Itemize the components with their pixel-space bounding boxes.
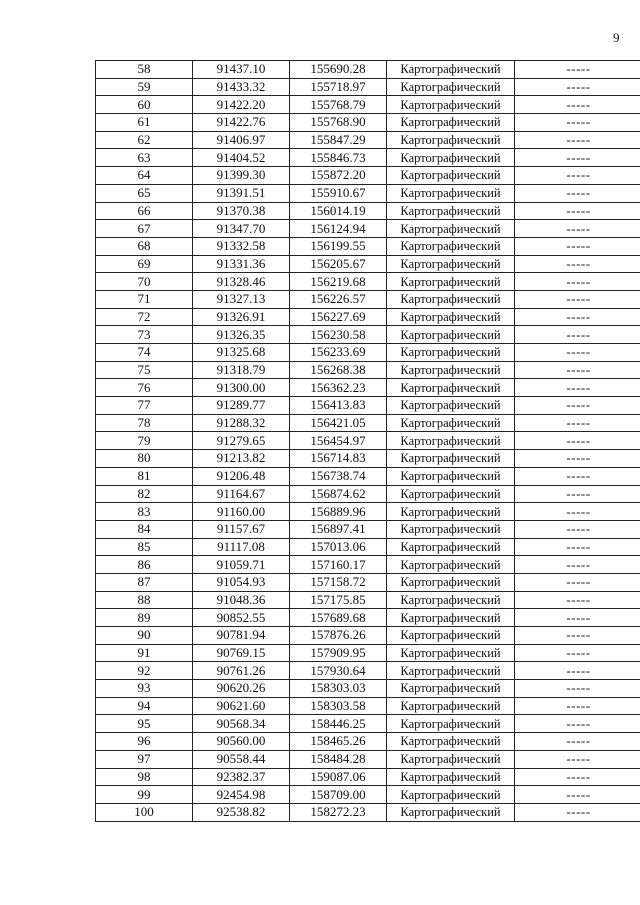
accuracy-cell: ----- [515, 326, 640, 344]
y-coordinate-cell: 156714.83 [290, 450, 387, 468]
point-number-cell: 89 [96, 609, 193, 627]
method-cell: Картографический [387, 485, 515, 503]
table-row [96, 627, 640, 645]
table-row [96, 485, 640, 503]
accuracy-cell: ----- [515, 644, 640, 662]
method-cell: Картографический [387, 715, 515, 733]
table-row [96, 326, 640, 344]
method-cell: Картографический [387, 96, 515, 114]
x-coordinate-cell: 91370.38 [193, 202, 290, 220]
point-number-cell: 66 [96, 202, 193, 220]
table-row [96, 786, 640, 804]
table-row [96, 344, 640, 362]
x-coordinate-cell: 91347.70 [193, 220, 290, 238]
point-number-cell: 93 [96, 680, 193, 698]
y-coordinate-cell: 156413.83 [290, 397, 387, 415]
table-row [96, 273, 640, 291]
accuracy-cell: ----- [515, 715, 640, 733]
accuracy-cell: ----- [515, 680, 640, 698]
method-cell: Картографический [387, 467, 515, 485]
method-cell: Картографический [387, 450, 515, 468]
y-coordinate-cell: 158709.00 [290, 786, 387, 804]
point-number-cell: 69 [96, 255, 193, 273]
method-cell: Картографический [387, 308, 515, 326]
y-coordinate-cell: 155768.79 [290, 96, 387, 114]
point-number-cell: 91 [96, 644, 193, 662]
y-coordinate-cell: 156199.55 [290, 237, 387, 255]
x-coordinate-cell: 91157.67 [193, 520, 290, 538]
x-coordinate-cell: 91327.13 [193, 290, 290, 308]
y-coordinate-cell: 156421.05 [290, 414, 387, 432]
y-coordinate-cell: 157930.64 [290, 662, 387, 680]
y-coordinate-cell: 158303.58 [290, 697, 387, 715]
method-cell: Картографический [387, 273, 515, 291]
y-coordinate-cell: 156014.19 [290, 202, 387, 220]
table-row [96, 538, 640, 556]
table-row [96, 733, 640, 751]
page-number: 9 [613, 30, 620, 45]
point-number-cell: 61 [96, 114, 193, 132]
y-coordinate-cell: 157175.85 [290, 591, 387, 609]
method-cell: Картографический [387, 520, 515, 538]
y-coordinate-cell: 157013.06 [290, 538, 387, 556]
table-row [96, 803, 640, 821]
accuracy-cell: ----- [515, 609, 640, 627]
y-coordinate-cell: 155768.90 [290, 114, 387, 132]
point-number-cell: 75 [96, 361, 193, 379]
accuracy-cell: ----- [515, 397, 640, 415]
method-cell: Картографический [387, 361, 515, 379]
point-number-cell: 70 [96, 273, 193, 291]
point-number-cell: 72 [96, 308, 193, 326]
y-coordinate-cell: 156226.57 [290, 290, 387, 308]
method-cell: Картографический [387, 768, 515, 786]
method-cell: Картографический [387, 573, 515, 591]
table-row [96, 114, 640, 132]
x-coordinate-cell: 91325.68 [193, 344, 290, 362]
method-cell: Картографический [387, 680, 515, 698]
table-row [96, 768, 640, 786]
point-number-cell: 88 [96, 591, 193, 609]
accuracy-cell: ----- [515, 768, 640, 786]
accuracy-cell: ----- [515, 662, 640, 680]
accuracy-cell: ----- [515, 786, 640, 804]
point-number-cell: 97 [96, 750, 193, 768]
y-coordinate-cell: 156268.38 [290, 361, 387, 379]
accuracy-cell: ----- [515, 520, 640, 538]
table-row [96, 662, 640, 680]
point-number-cell: 90 [96, 627, 193, 645]
table-row [96, 432, 640, 450]
accuracy-cell: ----- [515, 503, 640, 521]
accuracy-cell: ----- [515, 237, 640, 255]
table-row [96, 255, 640, 273]
x-coordinate-cell: 91433.32 [193, 78, 290, 96]
accuracy-cell: ----- [515, 467, 640, 485]
accuracy-cell: ----- [515, 308, 640, 326]
y-coordinate-cell: 157876.26 [290, 627, 387, 645]
method-cell: Картографический [387, 131, 515, 149]
point-number-cell: 74 [96, 344, 193, 362]
method-cell: Картографический [387, 379, 515, 397]
accuracy-cell: ----- [515, 432, 640, 450]
method-cell: Картографический [387, 733, 515, 751]
accuracy-cell: ----- [515, 96, 640, 114]
point-number-cell: 63 [96, 149, 193, 167]
method-cell: Картографический [387, 202, 515, 220]
x-coordinate-cell: 91289.77 [193, 397, 290, 415]
point-number-cell: 62 [96, 131, 193, 149]
y-coordinate-cell: 158303.03 [290, 680, 387, 698]
point-number-cell: 82 [96, 485, 193, 503]
accuracy-cell: ----- [515, 379, 640, 397]
method-cell: Картографический [387, 290, 515, 308]
accuracy-cell: ----- [515, 255, 640, 273]
y-coordinate-cell: 159087.06 [290, 768, 387, 786]
accuracy-cell: ----- [515, 220, 640, 238]
method-cell: Картографический [387, 237, 515, 255]
method-cell: Картографический [387, 344, 515, 362]
point-number-cell: 71 [96, 290, 193, 308]
x-coordinate-cell: 91279.65 [193, 432, 290, 450]
x-coordinate-cell: 91422.76 [193, 114, 290, 132]
x-coordinate-cell: 92382.37 [193, 768, 290, 786]
table-row [96, 290, 640, 308]
point-number-cell: 64 [96, 167, 193, 185]
y-coordinate-cell: 155846.73 [290, 149, 387, 167]
point-number-cell: 65 [96, 184, 193, 202]
table-row [96, 556, 640, 574]
accuracy-cell: ----- [515, 184, 640, 202]
point-number-cell: 58 [96, 61, 193, 79]
accuracy-cell: ----- [515, 361, 640, 379]
point-number-cell: 92 [96, 662, 193, 680]
method-cell: Картографический [387, 697, 515, 715]
table-row [96, 467, 640, 485]
method-cell: Картографический [387, 556, 515, 574]
y-coordinate-cell: 157160.17 [290, 556, 387, 574]
x-coordinate-cell: 91391.51 [193, 184, 290, 202]
table-row [96, 397, 640, 415]
coordinates-table [95, 60, 640, 822]
x-coordinate-cell: 91117.08 [193, 538, 290, 556]
point-number-cell: 86 [96, 556, 193, 574]
accuracy-cell: ----- [515, 202, 640, 220]
accuracy-cell: ----- [515, 697, 640, 715]
x-coordinate-cell: 91160.00 [193, 503, 290, 521]
table-row [96, 308, 640, 326]
x-coordinate-cell: 91288.32 [193, 414, 290, 432]
x-coordinate-cell: 91164.67 [193, 485, 290, 503]
y-coordinate-cell: 157909.95 [290, 644, 387, 662]
point-number-cell: 80 [96, 450, 193, 468]
accuracy-cell: ----- [515, 78, 640, 96]
table-row [96, 697, 640, 715]
table-row [96, 379, 640, 397]
table-row [96, 609, 640, 627]
method-cell: Картографический [387, 167, 515, 185]
x-coordinate-cell: 91054.93 [193, 573, 290, 591]
table-row [96, 715, 640, 733]
point-number-cell: 94 [96, 697, 193, 715]
point-number-cell: 67 [96, 220, 193, 238]
point-number-cell: 98 [96, 768, 193, 786]
coordinates-table-body [96, 61, 640, 822]
x-coordinate-cell: 90761.26 [193, 662, 290, 680]
method-cell: Картографический [387, 184, 515, 202]
x-coordinate-cell: 92538.82 [193, 803, 290, 821]
x-coordinate-cell: 91318.79 [193, 361, 290, 379]
method-cell: Картографический [387, 114, 515, 132]
x-coordinate-cell: 90781.94 [193, 627, 290, 645]
accuracy-cell: ----- [515, 61, 640, 79]
accuracy-cell: ----- [515, 538, 640, 556]
method-cell: Картографический [387, 662, 515, 680]
method-cell: Картографический [387, 503, 515, 521]
method-cell: Картографический [387, 414, 515, 432]
accuracy-cell: ----- [515, 114, 640, 132]
x-coordinate-cell: 91399.30 [193, 167, 290, 185]
point-number-cell: 96 [96, 733, 193, 751]
accuracy-cell: ----- [515, 414, 640, 432]
y-coordinate-cell: 156889.96 [290, 503, 387, 521]
table-row [96, 184, 640, 202]
x-coordinate-cell: 91406.97 [193, 131, 290, 149]
y-coordinate-cell: 157158.72 [290, 573, 387, 591]
y-coordinate-cell: 156897.41 [290, 520, 387, 538]
table-row [96, 167, 640, 185]
table-row [96, 450, 640, 468]
x-coordinate-cell: 90621.60 [193, 697, 290, 715]
method-cell: Картографический [387, 255, 515, 273]
accuracy-cell: ----- [515, 803, 640, 821]
x-coordinate-cell: 91326.35 [193, 326, 290, 344]
x-coordinate-cell: 90620.26 [193, 680, 290, 698]
table-row [96, 591, 640, 609]
point-number-cell: 68 [96, 237, 193, 255]
y-coordinate-cell: 157689.68 [290, 609, 387, 627]
x-coordinate-cell: 91404.52 [193, 149, 290, 167]
x-coordinate-cell: 90558.44 [193, 750, 290, 768]
y-coordinate-cell: 155690.28 [290, 61, 387, 79]
method-cell: Картографический [387, 61, 515, 79]
x-coordinate-cell: 91331.36 [193, 255, 290, 273]
method-cell: Картографический [387, 786, 515, 804]
x-coordinate-cell: 91326.91 [193, 308, 290, 326]
table-row [96, 149, 640, 167]
table-row [96, 750, 640, 768]
accuracy-cell: ----- [515, 273, 640, 291]
y-coordinate-cell: 155718.97 [290, 78, 387, 96]
y-coordinate-cell: 156362.23 [290, 379, 387, 397]
table-row [96, 680, 640, 698]
point-number-cell: 76 [96, 379, 193, 397]
table-row [96, 202, 640, 220]
accuracy-cell: ----- [515, 485, 640, 503]
accuracy-cell: ----- [515, 591, 640, 609]
accuracy-cell: ----- [515, 149, 640, 167]
y-coordinate-cell: 155910.67 [290, 184, 387, 202]
method-cell: Картографический [387, 591, 515, 609]
method-cell: Картографический [387, 326, 515, 344]
method-cell: Картографический [387, 627, 515, 645]
point-number-cell: 100 [96, 803, 193, 821]
point-number-cell: 59 [96, 78, 193, 96]
table-row [96, 220, 640, 238]
x-coordinate-cell: 91422.20 [193, 96, 290, 114]
point-number-cell: 95 [96, 715, 193, 733]
point-number-cell: 83 [96, 503, 193, 521]
table-row [96, 361, 640, 379]
x-coordinate-cell: 91206.48 [193, 467, 290, 485]
accuracy-cell: ----- [515, 733, 640, 751]
y-coordinate-cell: 158484.28 [290, 750, 387, 768]
accuracy-cell: ----- [515, 290, 640, 308]
table-row [96, 131, 640, 149]
y-coordinate-cell: 156227.69 [290, 308, 387, 326]
x-coordinate-cell: 91300.00 [193, 379, 290, 397]
point-number-cell: 78 [96, 414, 193, 432]
method-cell: Картографический [387, 803, 515, 821]
y-coordinate-cell: 156219.68 [290, 273, 387, 291]
x-coordinate-cell: 90769.15 [193, 644, 290, 662]
table-row [96, 414, 640, 432]
table-row [96, 503, 640, 521]
table-row [96, 61, 640, 79]
table-row [96, 573, 640, 591]
table-row [96, 644, 640, 662]
point-number-cell: 85 [96, 538, 193, 556]
point-number-cell: 77 [96, 397, 193, 415]
table-row [96, 237, 640, 255]
y-coordinate-cell: 156124.94 [290, 220, 387, 238]
method-cell: Картографический [387, 644, 515, 662]
table-row [96, 520, 640, 538]
accuracy-cell: ----- [515, 344, 640, 362]
x-coordinate-cell: 90560.00 [193, 733, 290, 751]
point-number-cell: 73 [96, 326, 193, 344]
accuracy-cell: ----- [515, 750, 640, 768]
accuracy-cell: ----- [515, 556, 640, 574]
y-coordinate-cell: 156205.67 [290, 255, 387, 273]
x-coordinate-cell: 91332.58 [193, 237, 290, 255]
method-cell: Картографический [387, 397, 515, 415]
accuracy-cell: ----- [515, 627, 640, 645]
table-row [96, 96, 640, 114]
x-coordinate-cell: 91328.46 [193, 273, 290, 291]
y-coordinate-cell: 158465.26 [290, 733, 387, 751]
y-coordinate-cell: 156874.62 [290, 485, 387, 503]
x-coordinate-cell: 92454.98 [193, 786, 290, 804]
y-coordinate-cell: 155847.29 [290, 131, 387, 149]
method-cell: Картографический [387, 149, 515, 167]
accuracy-cell: ----- [515, 131, 640, 149]
x-coordinate-cell: 90568.34 [193, 715, 290, 733]
x-coordinate-cell: 91213.82 [193, 450, 290, 468]
method-cell: Картографический [387, 432, 515, 450]
point-number-cell: 99 [96, 786, 193, 804]
method-cell: Картографический [387, 220, 515, 238]
y-coordinate-cell: 158272.23 [290, 803, 387, 821]
point-number-cell: 87 [96, 573, 193, 591]
y-coordinate-cell: 156230.58 [290, 326, 387, 344]
y-coordinate-cell: 156738.74 [290, 467, 387, 485]
x-coordinate-cell: 91059.71 [193, 556, 290, 574]
y-coordinate-cell: 156454.97 [290, 432, 387, 450]
x-coordinate-cell: 91437.10 [193, 61, 290, 79]
method-cell: Картографический [387, 609, 515, 627]
accuracy-cell: ----- [515, 167, 640, 185]
y-coordinate-cell: 156233.69 [290, 344, 387, 362]
method-cell: Картографический [387, 78, 515, 96]
point-number-cell: 79 [96, 432, 193, 450]
y-coordinate-cell: 155872.20 [290, 167, 387, 185]
method-cell: Картографический [387, 538, 515, 556]
y-coordinate-cell: 158446.25 [290, 715, 387, 733]
x-coordinate-cell: 91048.36 [193, 591, 290, 609]
point-number-cell: 84 [96, 520, 193, 538]
point-number-cell: 60 [96, 96, 193, 114]
accuracy-cell: ----- [515, 450, 640, 468]
table-row [96, 78, 640, 96]
accuracy-cell: ----- [515, 573, 640, 591]
x-coordinate-cell: 90852.55 [193, 609, 290, 627]
method-cell: Картографический [387, 750, 515, 768]
point-number-cell: 81 [96, 467, 193, 485]
